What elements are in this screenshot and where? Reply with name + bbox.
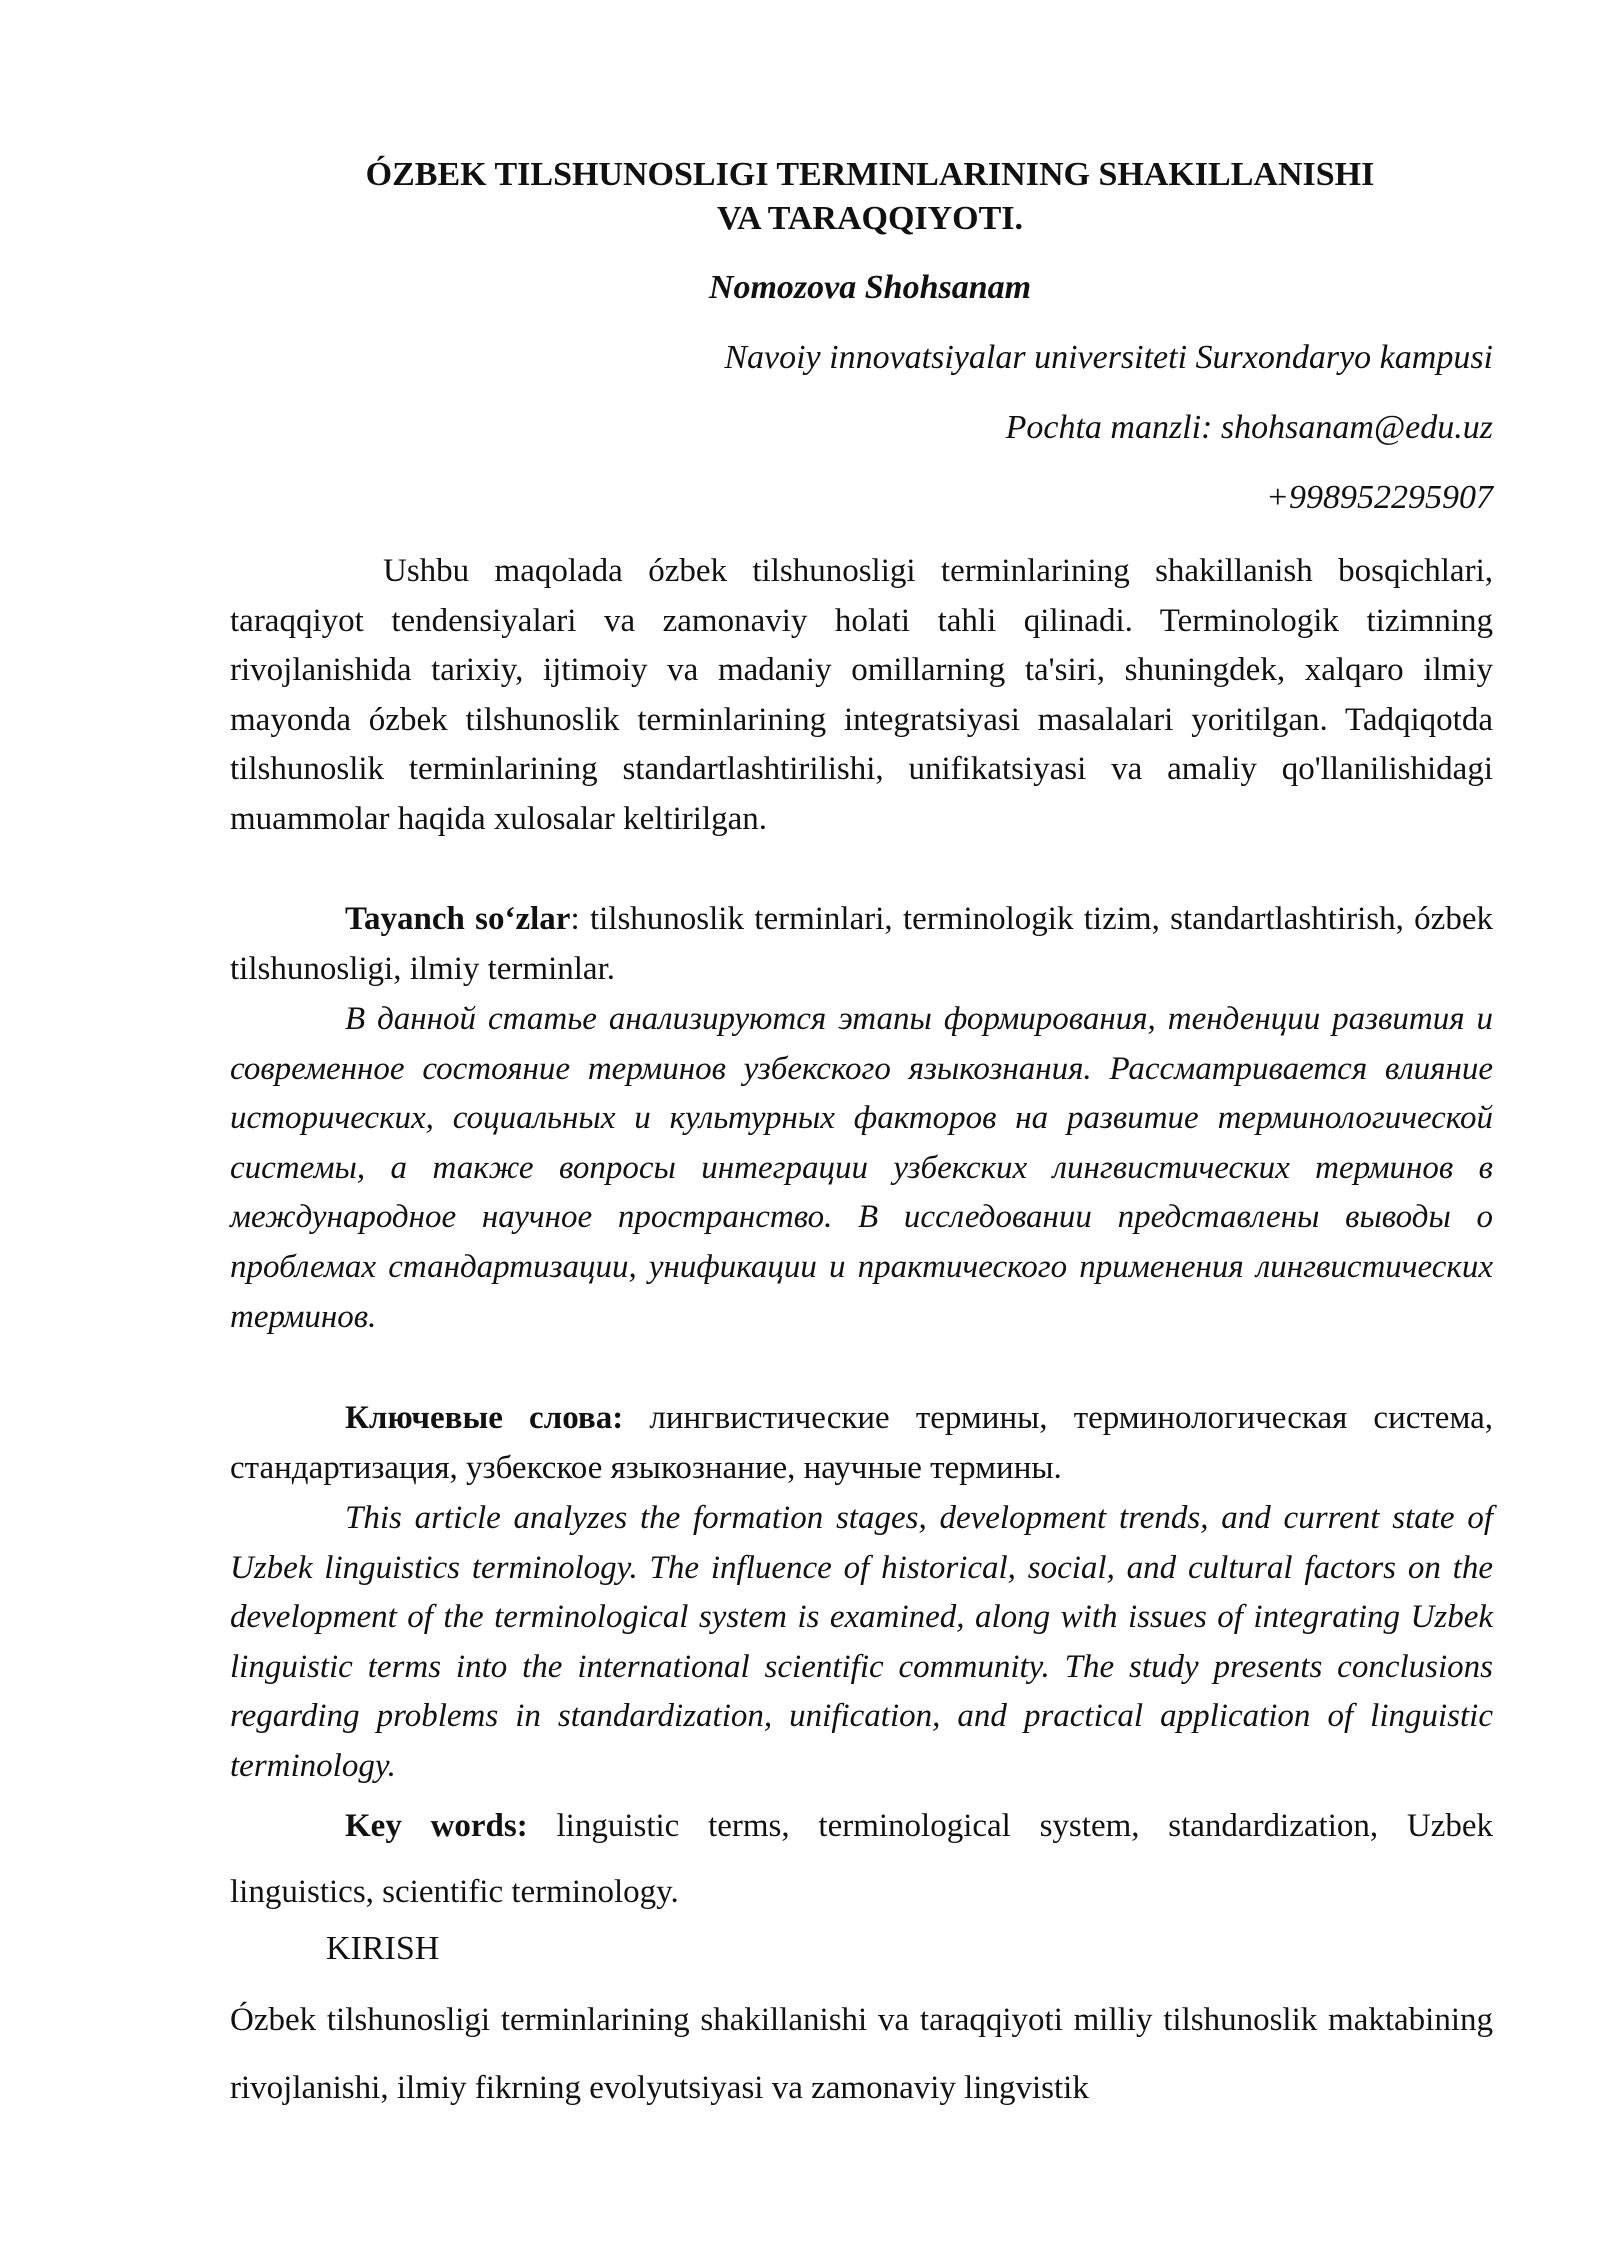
author-affiliation: Navoiy innovatsiyalar universiteti Surxondaryo kampusi — [724, 339, 1493, 376]
intro-paragraph: Ózbek tilshunosligi terminlarining shakillanishi va taraqqiyoti milliy tilshunoslik maktabining rivojlanishi, ilmiy fikrning evolyutsiyasi va zamonaviy lingvistik — [230, 2002, 1493, 2106]
paper-title-line-1: ÓZBEK TILSHUNOSLIGI TERMINLARINING SHAKILLANISHI — [365, 156, 1375, 193]
keywords-english-text: linguistic terms, terminological system, standardization, Uzbek linguistics, scientific terminology. — [230, 1808, 1493, 1910]
keywords-uzbek — [230, 895, 1493, 994]
keywords-russian-text: лингвистические термины, терминологическая система, стандартизация, узбекское языкознание, научные термины. — [230, 1400, 1494, 1486]
author-name: Nomozova Shohsanam — [708, 269, 1032, 306]
keywords-russian-label: Ключевые слова: — [345, 1400, 624, 1436]
keywords-uzbek-label: Tayanch so‘zlar — [345, 901, 571, 937]
author-email: Pochta manzli: shohsanam@edu.uz — [1005, 409, 1493, 446]
keywords-russian — [230, 1394, 1493, 1493]
keywords-english — [230, 1793, 1493, 1925]
author-phone: +998952295907 — [1266, 479, 1493, 516]
keywords-english-label: Key words: — [345, 1808, 528, 1844]
abstract-russian: В данной статье анализируются этапы формирования, тенденции развития и современное состояние терминов узбекского языкознания. Рассматривается влияние исторических, социальных и культурных факторов на развитие терминологической системы, а также вопросы интеграции узбекских лингвистических терминов в международное научное пространство. В исследовании представлены выводы о проблемах стандартизации, унификации и практического применения лингвистических терминов. — [230, 1001, 1493, 1335]
abstract-english: This article analyzes the formation stages, development trends, and current state of Uzbek linguistics terminology. The influence of historical, social, and cultural factors on the development of the terminological system is examined, along with issues of integrating Uzbek linguistic terms into the international scientific community. The study presents conclusions regarding problems in standardization, unification, and practical application of linguistic terminology. — [230, 1500, 1493, 1784]
paper-title-line-2: VA TARAQQIYOTI. — [716, 200, 1024, 237]
keywords-uzbek-text: : tilshunoslik terminlari, terminologik tizim, standartlashtirish, ózbek tilshunosligi, ilmiy terminlar. — [230, 901, 1493, 987]
abstract-uzbek: Ushbu maqolada ózbek tilshunosligi terminlarining shakillanish bosqichlari, taraqqiyot tendensiyalari va zamonaviy holati tahli qilinadi. Terminologik tizimning rivojlanishida tarixiy, ijtimoiy va madaniy omillarning ta'siri, shuningdek, xalqaro ilmiy mayonda ózbek tilshunoslik terminlarining integratsiyasi masalalari yoritilgan. Tadqiqotda tilshunoslik terminlarining standartlashtirilishi, unifikatsiyasi va amaliy qo'llanilishidagi muammolar haqida xulosalar keltirilgan. — [230, 553, 1493, 837]
section-heading-intro: KIRISH — [326, 1930, 440, 1967]
